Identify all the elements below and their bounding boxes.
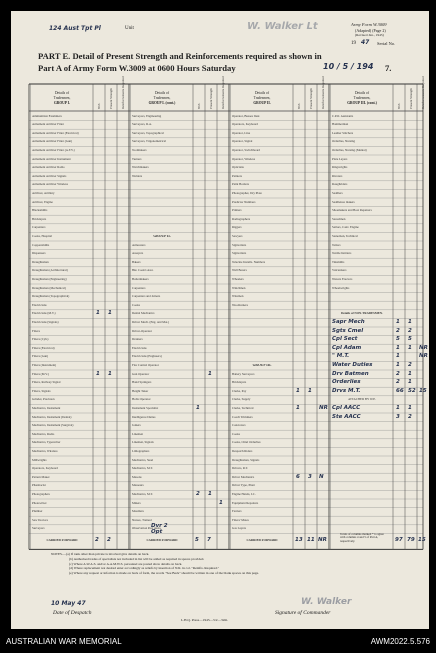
trade-label: Electricians (Signals) — [32, 321, 59, 324]
nontrade-we: 1 — [396, 344, 400, 351]
count-column-header: W.E. — [397, 102, 401, 109]
total-ps: 7 — [207, 537, 211, 544]
total-ps: 79 — [407, 537, 415, 544]
trade-label: Stenoman, Technical — [332, 235, 358, 238]
carried-forward-label: CARRIED FORWARD — [246, 539, 278, 543]
trade-label: GROUP II. — [153, 235, 171, 238]
trade-label: Wiremen — [232, 295, 244, 299]
total-we: 97 — [395, 537, 403, 544]
nontrade-ps: 52 — [408, 387, 416, 394]
nontrade-label: Cpl Adam — [332, 344, 362, 351]
trade-label: Hammerman — [332, 123, 349, 127]
trade-label: Saddletree makers — [332, 200, 355, 204]
group-header-text: Tradesmen, — [353, 96, 371, 100]
group-header-text: Details of — [154, 91, 170, 95]
nontrade-label: Cpl AACC — [332, 404, 361, 411]
nontrade-we: 66 — [396, 387, 404, 394]
nontrade-we: 2 — [396, 370, 400, 377]
nontrade-ps: 2 — [408, 361, 412, 368]
trade-label: Surveyors, Trigonometrical — [132, 140, 167, 144]
trade-label: Intelligence Duties — [132, 415, 156, 419]
trade-label: Electricians (M.V.) — [32, 312, 56, 316]
trade-label: Riveters — [332, 174, 343, 178]
nontrade-label: Water Duties — [332, 361, 373, 368]
trade-label: Waxers Erectors — [332, 278, 353, 281]
trade-label: Clerks, Pay — [232, 389, 247, 393]
trade-label: Draughtsmen (Mechanical) — [32, 286, 66, 290]
trade-label: Electricians — [32, 303, 47, 307]
form-note: (c) Where A.W.A.S. and/or A.A.M.W.S. personnel are posted show details on back. — [69, 561, 183, 566]
serial-label: Serial No. — [377, 41, 396, 46]
title-date-suffix: 7. — [385, 63, 392, 73]
trade-label: Toolmakers — [132, 149, 147, 152]
trade-label: Fitters — [32, 329, 40, 333]
entry-we: 1 — [296, 387, 300, 394]
trade-label: Fire Control Operator — [132, 364, 159, 367]
year-prefix: 19 — [351, 41, 356, 46]
trade-label: Photographer, Dry Plate — [232, 192, 262, 195]
trade-label: Painters — [232, 174, 242, 178]
trade-label: Mechanics, Steel — [132, 458, 154, 462]
trade-label: Armourers — [132, 243, 146, 247]
count-column-header: Present Strength — [309, 88, 313, 109]
trade-label: Masons — [132, 475, 142, 479]
trade-label: Armament Artificer Fitter — [32, 123, 64, 127]
trade-label: Lithographers — [132, 450, 150, 453]
count-column-header: Present Strength — [209, 88, 213, 109]
entry-we: 1 — [96, 310, 100, 317]
trade-label: Ringwrights — [332, 166, 348, 170]
total-ps: 11 — [307, 537, 315, 544]
trade-label: Linemen — [132, 432, 143, 436]
trade-label: Printers — [232, 209, 242, 213]
form-ref-2: (Adapted) (Page 2) — [355, 28, 386, 33]
group-header-text: GROUP I. — [54, 101, 70, 105]
trade-label: Ammunition Examiners — [32, 114, 62, 118]
trade-label: Mechanics, Instrument (Surgical) — [32, 424, 74, 428]
trade-label: Operators, Keyboard — [32, 467, 58, 471]
trade-label: Turners — [132, 157, 142, 161]
caption-bar — [0, 629, 436, 653]
count-column-header: Reinforcements Required — [321, 76, 325, 109]
trade-label: Mechanics, Instrument — [32, 407, 61, 410]
trade-label: Surveyors, R.A. — [132, 123, 152, 127]
trade-label: Armament Artificer Signals — [32, 174, 67, 178]
unit-label: Unit — [125, 26, 134, 31]
nontrade-we: 3 — [396, 413, 400, 420]
carried-forward-label: CARRIED FORWARD — [146, 539, 178, 543]
trade-label: Sawyers — [232, 235, 243, 238]
nontrade-rr: NR — [419, 344, 428, 351]
trade-label: Welders — [132, 174, 143, 178]
form-ref-3: (Revised Jan., 1945) — [355, 33, 384, 37]
trade-label: Orderlies, Nursing (Mental) — [332, 149, 367, 152]
trade-label: Coppersmiths — [32, 243, 50, 247]
trade-label: Cooks, Hospital — [32, 235, 52, 238]
trade-label: Tailors — [332, 243, 341, 247]
trade-label: Photographers — [32, 493, 50, 496]
nontrade-heading: Details of NON-TRADESMEN. — [341, 312, 383, 316]
trade-label: Signwriters — [232, 243, 247, 247]
total-we: 5 — [195, 537, 199, 544]
trade-label: Operators, Keyboard — [232, 123, 258, 127]
trade-label: Armament Artificer Instrument — [32, 157, 71, 161]
nontrade-ps: 1 — [408, 370, 412, 377]
trade-label: Winchmen — [232, 286, 246, 290]
trade-label: Woodturners — [232, 303, 248, 307]
entry-ps: 1 — [308, 387, 312, 394]
trade-label: Masseurs — [132, 484, 144, 488]
count-column-header: W.E. — [197, 102, 201, 109]
trade-label: Saw Doctors — [32, 518, 48, 522]
trade-label: Dental Mechanics — [132, 312, 155, 316]
nontrade-ps: 1 — [408, 404, 412, 411]
mechanics-mt-note: Dvr 2 — [151, 523, 168, 529]
trade-label: Cooks, Chief Orderlies — [232, 441, 261, 445]
trade-label: Armament Artificer Fitter (Gun) — [32, 140, 73, 144]
trade-label: Nurses, Trained — [132, 518, 152, 522]
trade-label: Saddlers — [332, 192, 343, 195]
trade-label: Tinsmiths — [332, 260, 345, 264]
trade-label: Fitters' Mates — [232, 518, 249, 522]
nontrade-label: Sapr Mech — [332, 318, 365, 325]
entry-ps: 1 — [108, 370, 112, 377]
trade-label: Carpenters — [32, 226, 46, 230]
trade-label: Moulders — [132, 510, 144, 514]
title-line2: Part A of Army Form W.3009 at 0600 Hours Saturday — [38, 63, 236, 73]
trade-label: Fitters (Electrical) — [32, 346, 55, 350]
nontrade-ps: 2 — [408, 413, 412, 420]
trade-label: Armament Artificer Fitter (A.F.V.) — [32, 149, 75, 152]
commander-label: Signature of Commander — [275, 610, 331, 616]
print-ref: L.H.Q. Press—1945—5/2—32m. — [181, 618, 229, 622]
trade-label: Operator, Switchboard — [232, 149, 261, 152]
trade-label: Mechanics, M.T. — [132, 467, 153, 471]
group-header-text: GROUP I. (cont.) — [148, 101, 176, 105]
trade-label: Draughtsmen, Signals — [232, 458, 260, 462]
trade-label: Armament Artificer Wireless — [32, 183, 68, 187]
nontrade-label: Drvs M.T. — [332, 387, 361, 394]
group-header-text: Details of — [254, 91, 270, 95]
nontrade-we: 2 — [396, 379, 400, 386]
nontrade-we: 1 — [396, 318, 400, 325]
trade-label: Wall Borers — [232, 269, 247, 273]
trade-label: Bakers — [132, 260, 141, 264]
trade-label: Surveyors, Engineering — [132, 114, 162, 118]
trade-label: Instrument Specialist — [132, 407, 159, 410]
caption-right: AWM2022.5.576 — [370, 637, 430, 646]
entry-we: 2 — [196, 490, 200, 497]
trade-label: Roughriders — [332, 183, 348, 187]
trade-label: Electricians — [132, 346, 147, 350]
entry-ps: 1 — [208, 370, 212, 377]
trade-label: Clerks, Supply — [232, 398, 251, 402]
despatch-date-handwritten: 10 May 47 — [51, 600, 86, 607]
trade-label: Draughtsmen (Engineering) — [32, 278, 67, 281]
form-ref-1: Army Form W.3009 — [351, 22, 387, 27]
trade-label: Coach Trimmers — [232, 415, 253, 419]
title-line1: PART E. Detail of Present Strength and Reinforcements required as shown in — [38, 51, 322, 61]
nontrade-label: " M.T. — [332, 353, 350, 360]
trade-label: Electricians (Engineers) — [132, 355, 162, 359]
count-column-header: W.E. — [297, 102, 301, 109]
group-header-text: Tradesmen, — [153, 96, 171, 100]
trade-label: Assayers — [132, 252, 144, 256]
group-header-text: GROUP II. — [253, 101, 271, 105]
trade-label: Clerks, Technical — [232, 407, 254, 410]
trade-label: GROUP III. — [252, 364, 272, 367]
year-handwritten: 47 — [361, 39, 370, 46]
trade-label: Surveyors — [32, 527, 45, 531]
count-column-header: Present Strength — [409, 88, 413, 109]
trade-label: Operator, Line — [232, 131, 251, 135]
nontrade-we: 1 — [396, 361, 400, 368]
form-note: (e) Where any request or infortion is made on back of form, the words "See Back" should be written in one of the blank spaces on this page. — [69, 570, 259, 575]
signature-scrawl: W. Walker Lt — [247, 21, 318, 32]
entry-we: 1 — [196, 404, 200, 411]
trade-label: Watchmakers — [132, 166, 149, 170]
trade-label: Driver Mechanics — [232, 475, 255, 479]
nontrade-rr: NR — [419, 353, 428, 360]
carried-forward-label: CARRIED FORWARD — [46, 539, 78, 543]
attached-heading: ATTACHED BY W.E. — [348, 398, 376, 402]
trade-label: Bricklayers — [32, 217, 47, 221]
total-we: 2 — [95, 537, 99, 544]
trade-label: Signwriters — [232, 252, 247, 256]
trade-label: Mechanics, M.T. — [132, 493, 153, 496]
trade-label: Miners — [132, 501, 141, 505]
trade-label: Mechanics, Radio — [32, 432, 55, 436]
trade-label: Joiners — [132, 424, 141, 428]
nontrade-we: 2 — [396, 327, 400, 334]
trade-label: Leather Stitchers — [332, 131, 354, 135]
trade-label: Gun Operator — [132, 372, 150, 376]
trade-label: Blacksmiths — [32, 209, 48, 213]
trade-label: Predictor Numbers — [232, 200, 256, 204]
commander-signature: W. Walker — [301, 597, 352, 607]
despatch-label: Date of Despatch — [53, 610, 92, 616]
entry-we: 1 — [96, 370, 100, 377]
title-date-handwritten: 10 / 5 / 194 — [323, 62, 374, 71]
trade-label: Textile Knitters — [332, 252, 352, 256]
entry-we: 6 — [296, 473, 300, 480]
nontrade-we: 1 — [396, 404, 400, 411]
nontrade-label: Drv Batmen — [332, 370, 369, 377]
trade-label: Fitters, Railway Signal — [32, 381, 61, 385]
form-note: (d) Where replacement not desired enter accordingly as reliefs by insertion of N.R. in col. "Reinfts. Required." — [69, 566, 220, 571]
trade-label: Operator, Signal — [232, 140, 253, 144]
nontrade-label: Cpl Sect — [332, 336, 358, 343]
trade-label: Despatch Riders — [232, 450, 253, 453]
trade-label: Orderlies, Nursing — [332, 140, 356, 144]
trade-label: Photowriter — [32, 501, 47, 505]
totals-note: Totals of columns marked * to agree with columns 4 and 5 of Part A, respectively. — [340, 532, 384, 543]
form-note: (b) Authorised trades of specialists not included in list will be added as required in spaces provided. — [69, 557, 205, 561]
trade-label: Draughtsmen (Architectural) — [32, 269, 68, 273]
trade-label: Shoemakers and Boot Repairers — [332, 209, 372, 213]
mechanics-mt-note-2: Opt — [151, 529, 163, 535]
trade-label: Farriers — [232, 510, 242, 514]
trade-label: Height Taker — [132, 389, 149, 393]
trade-label: Surveyors, Topographical — [132, 131, 164, 135]
trade-label: Grinder, Precision — [32, 398, 55, 402]
trade-label: Driver Type, Plant — [232, 484, 255, 488]
count-column-header: Reinforcements Required — [421, 76, 425, 109]
trade-label: Pharmacist — [32, 484, 46, 488]
trade-label: Operator, Wireless — [232, 157, 256, 161]
trade-label: Linemen, Signals — [132, 441, 154, 445]
total-rr: 15 — [418, 537, 426, 544]
trade-label: Cooks — [132, 303, 140, 307]
nontrade-ps: 1 — [408, 379, 412, 386]
entry-rr: 1 — [219, 499, 223, 506]
caption-left: AUSTRALIAN WAR MEMORIAL — [6, 637, 122, 646]
trade-label: Equipment Repairers — [232, 501, 259, 505]
group-header-text: Tradesmen, — [53, 96, 71, 100]
trade-label: Pattern Maker — [32, 475, 50, 479]
trade-label: Radiographers — [232, 217, 251, 221]
nontrade-we: 5 — [396, 336, 400, 343]
trade-label: Boilermakers — [132, 278, 149, 281]
trade-label: Draughtsmen (Topographical) — [32, 295, 70, 299]
total-ps: 2 — [107, 537, 111, 544]
trade-label: Drainers — [132, 338, 143, 342]
trade-label: Battery Surveyors — [232, 372, 255, 376]
trade-label: Driver-Operator — [132, 329, 153, 333]
count-column-header: Reinforcements Required — [121, 76, 125, 109]
trade-label: Fitters, Signals — [32, 389, 51, 393]
trade-label: Artificer, Artillery — [32, 192, 55, 195]
count-column-header: Reinforcements Required — [221, 76, 225, 109]
trade-label: Fitters (Instrument) — [32, 364, 57, 367]
entry-rr: NR — [319, 404, 328, 411]
nontrade-ps: 1 — [408, 344, 412, 351]
trade-label: Bkr. Cook's Asst. — [132, 269, 154, 273]
trade-label: Telecine Installs. Numbers — [232, 260, 266, 264]
trade-label: Observation Post Assts. — [132, 527, 162, 531]
nontrade-label: Sgts Cmel — [332, 327, 364, 334]
trade-label: Drivers, R.T. — [232, 467, 249, 471]
trade-label: Artificer, Engine — [32, 200, 53, 204]
trade-label: Bricklayers — [232, 381, 247, 385]
trade-label: Mechanics, Instrument (Dental) — [32, 415, 72, 419]
trade-label: C.P.O. Assistants — [332, 114, 354, 118]
trade-label: Millwrights — [32, 458, 47, 462]
trade-label: Mechanics, Wireless — [32, 450, 58, 453]
nontrade-label: Orderlies — [332, 379, 361, 386]
trade-label: Draughtsmen — [32, 260, 49, 264]
nontrade-ps: 1 — [408, 318, 412, 325]
trade-label: Concretors — [232, 424, 246, 428]
trade-label: Wheelwrights — [332, 286, 350, 290]
entry-ps: 1 — [108, 310, 112, 317]
trade-label: Riggers — [232, 226, 242, 230]
army-form-page — [11, 11, 429, 629]
unit-handwritten: 124 Aust Tpt Pl — [49, 25, 101, 32]
trade-label: Opticians — [232, 166, 244, 170]
trade-label: Holla Operator — [132, 398, 151, 402]
count-column-header: Present Strength — [109, 88, 113, 109]
nontrade-we: 1 — [396, 353, 400, 360]
trade-label: Hand Springers — [132, 381, 152, 385]
entry-ps: 1 — [208, 490, 212, 497]
trade-label: Fitters (Cyls) — [32, 338, 49, 342]
trade-label: Engine Hands, I.C. — [232, 493, 256, 496]
group-header-text: Details of — [54, 91, 70, 95]
trade-label: Carpenters — [132, 286, 146, 290]
nontrade-ps: 2 — [408, 327, 412, 334]
nontrade-rr: 15 — [419, 387, 427, 394]
trade-label: Cooks — [232, 432, 240, 436]
total-we: 13 — [295, 537, 303, 544]
form-note: NOTES.—(a) If rank other than private is involved give details on back. — [51, 552, 150, 557]
trade-label: Fitters (M.V.) — [32, 372, 49, 376]
trade-label: Armament Artificer Fitter (Electrical) — [32, 131, 79, 135]
trade-label: Mechanics, Typewriter — [32, 441, 61, 445]
trade-label: Plumber — [32, 510, 43, 514]
group-header-text: Tradesmen, — [253, 96, 271, 100]
trade-label: Vulcanisers — [332, 269, 347, 273]
trade-label: Dispensers — [32, 252, 46, 256]
trade-label: Driver Mech. (Eng. and Mot.) — [132, 321, 170, 324]
trade-label: Sailors, Canv. Engine — [332, 226, 359, 230]
entry-rr: N — [319, 473, 324, 480]
entry-we: 1 — [296, 404, 300, 411]
group-header-text: GROUP III. (cont.) — [347, 101, 377, 105]
trade-label: Armament Artificer Radio — [32, 166, 65, 170]
trade-label: Paint Borders — [232, 183, 249, 187]
trade-label: Operator, Busses Instr. — [232, 114, 261, 118]
trade-label: Wheelers — [232, 278, 244, 281]
trade-label: Plate Layers — [332, 157, 348, 161]
count-column-header: W.E. — [97, 102, 101, 109]
entry-ps: 3 — [308, 473, 312, 480]
trade-label: Carpenters and Joiners — [132, 295, 161, 299]
nontrade-ps: 5 — [408, 336, 412, 343]
total-rr: NR — [318, 537, 327, 544]
trade-label: Gas Layers — [232, 527, 247, 531]
nontrade-label: Ste AACC — [332, 413, 361, 420]
trade-label: Fitters (Gun) — [32, 355, 49, 359]
group-header-text: Details of — [354, 91, 370, 95]
trade-label: Storedmen — [332, 217, 346, 221]
